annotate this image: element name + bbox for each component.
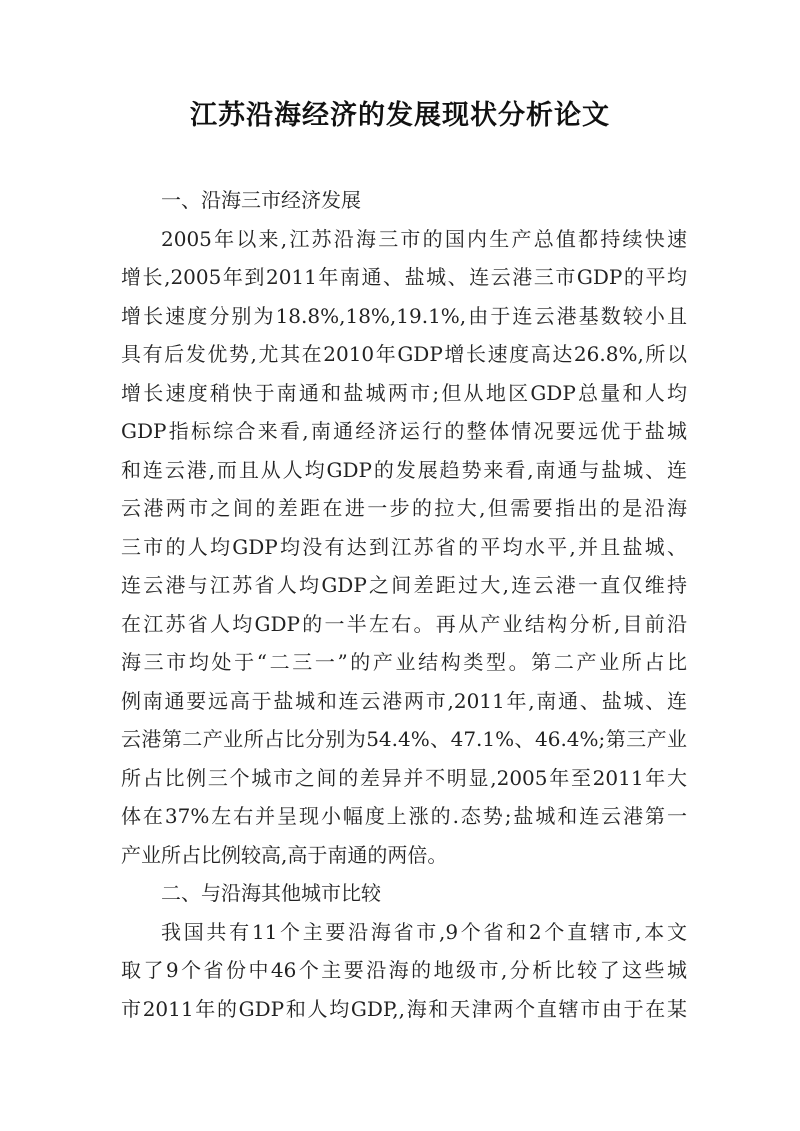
section-1-paragraph xyxy=(121,220,687,875)
paragraph-line: 市2011年的GDP和人均GDP,,海和天津两个直辖市由于在某 xyxy=(121,996,687,1021)
paragraph-line: 在江苏省人均GDP的一半左右。再从产业结构分析,目前沿 xyxy=(121,611,687,636)
paragraph-line: 云港两市之间的差距在进一步的拉大,但需要指出的是沿海 xyxy=(121,496,687,520)
section-heading-1: 一、沿海三市经济发展 xyxy=(161,188,361,212)
paragraph-line: 连云港与江苏省人均GDP之间差距过大,连云港一直仅维持 xyxy=(121,573,687,597)
paragraph-line: 所占比例三个城市之间的差异并不明显,2005年至2011年大 xyxy=(121,765,687,790)
paragraph-line: 增长速度稍快于南通和盐城两市;但从地区GDP总量和人均 xyxy=(121,380,687,405)
paragraph-line: 具有后发优势,尤其在2010年GDP增长速度高达26.8%,所以 xyxy=(121,342,687,366)
paragraph-line: 海三市均处于“二三一”的产业结构类型。第二产业所占比 xyxy=(121,650,687,674)
paragraph-line: 例南通要远高于盐城和连云港两市,2011年,南通、盐城、连 xyxy=(121,688,687,713)
paragraph-line: 增长速度分别为18.8%,18%,19.1%,由于连云港基数较小且 xyxy=(121,303,687,328)
paragraph-line: 增长,2005年到2011年南通、盐城、连云港三市GDP的平均 xyxy=(121,265,687,289)
paragraph-line: 云港第二产业所占比分别为54.4%、47.1%、46.4%;第三产业 xyxy=(121,727,687,751)
paragraph-line: 和连云港,而且从人均GDP的发展趋势来看,南通与盐城、连 xyxy=(121,457,687,482)
paragraph-line: 体在37%左右并呈现小幅度上涨的.态势;盐城和连云港第一 xyxy=(121,804,687,828)
paragraph-line: 2005年以来,江苏沿海三市的国内生产总值都持续快速 xyxy=(161,226,687,251)
paragraph-line: 我国共有11个主要沿海省市,9个省和2个直辖市,本文 xyxy=(161,919,687,944)
paragraph-line: 三市的人均GDP均没有达到江苏省的平均水平,并且盐城、 xyxy=(121,534,687,559)
document-body xyxy=(121,181,687,1028)
paragraph-line: 取了9个省份中46个主要沿海的地级市,分析比较了这些城 xyxy=(121,958,687,982)
section-2-paragraph xyxy=(121,913,687,1029)
paragraph-line: 产业所占比例较高,高于南通的两倍。 xyxy=(121,842,448,867)
document-title: 江苏沿海经济的发展现状分析论文 xyxy=(190,100,610,131)
paragraph-line: GDP指标综合来看,南通经济运行的整体情况要远优于盐城 xyxy=(121,419,687,443)
section-heading-2: 二、与沿海其他城市比较 xyxy=(161,881,381,905)
